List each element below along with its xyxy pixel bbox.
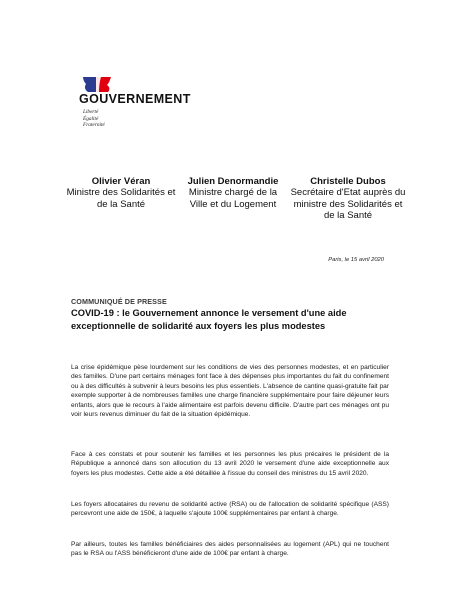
minister-name: Olivier Véran <box>91 176 151 187</box>
body-paragraph-4: Par ailleurs, toutes les familles bénéficiaires des aides personnalisées au logement (APL) qui ne touchent pas le RSA ou l'ASS bénéficieront d'une aide de 100€ par enfant à charge. <box>71 541 389 558</box>
minister-name: Julien Denormandie <box>187 176 279 187</box>
body-paragraph-2: Face à ces constats et pour soutenir les familles et les personnes les plus précaires le président de la République a annoncé dans son allocution du 13 avril 2020 le versement d'une aide exceptionnelle aux foyers les plus modestes. Cette aide a été détaillée à l'issue du conseil des ministres du 15 avril 2020. <box>71 451 389 477</box>
dateline: Paris, le 15 avril 2020 <box>328 257 384 263</box>
minister-block-dubos <box>288 176 408 222</box>
minister-block-denormandie <box>180 176 286 210</box>
marianne-flag-icon <box>79 76 119 93</box>
minister-block-veran <box>64 176 178 210</box>
motto-egalite: Égalité <box>83 115 99 122</box>
logo-title: GOUVERNEMENT <box>79 92 191 106</box>
body-paragraph-1: La crise épidémique pèse lourdement sur les conditions de vies des personnes modestes, et en particulier des familles. D'une part certains ménages font face à des dépenses plus importantes du fait du confinement ou à des difficultés à subvenir à leurs besoins les plus essentiels. L'absence de cantine quasi-gratuite fait par exemple supporter à de nombreuses familles une charge financière supplémentaire pour faire déjeuner leurs enfants, alors que le recours à l'aide alimentaire est parfois devenu difficile. D'autre part ces ménages ont pu voir leurs revenus diminuer du fait de la situation épidémique. <box>71 364 389 419</box>
motto-fraternite: Fraternité <box>83 122 105 129</box>
minister-role: Secrétaire d'Etat auprès du ministre des Solidarités et de la Santé <box>290 187 406 222</box>
minister-role: Ministre des Solidarités et de la Santé <box>66 187 176 210</box>
press-kicker: COMMUNIQUÉ DE PRESSE <box>71 297 167 306</box>
logo-motto <box>83 109 105 129</box>
press-headline: COVID-19 : le Gouvernement annonce le versement d'une aide exceptionnelle de solidarité aux foyers les plus modestes <box>71 308 347 331</box>
body-paragraph-3: Les foyers allocataires du revenu de solidarité active (RSA) ou de l'allocation de solidarité spécifique (ASS) percevront une aide de 150€, à laquelle s'ajoute 100€ supplémentaires par enfant à charge. <box>71 501 389 518</box>
minister-role: Ministre chargé de la Ville et du Logement <box>188 187 278 210</box>
motto-liberte: Liberté <box>83 109 99 115</box>
minister-name: Christelle Dubos <box>310 176 386 187</box>
